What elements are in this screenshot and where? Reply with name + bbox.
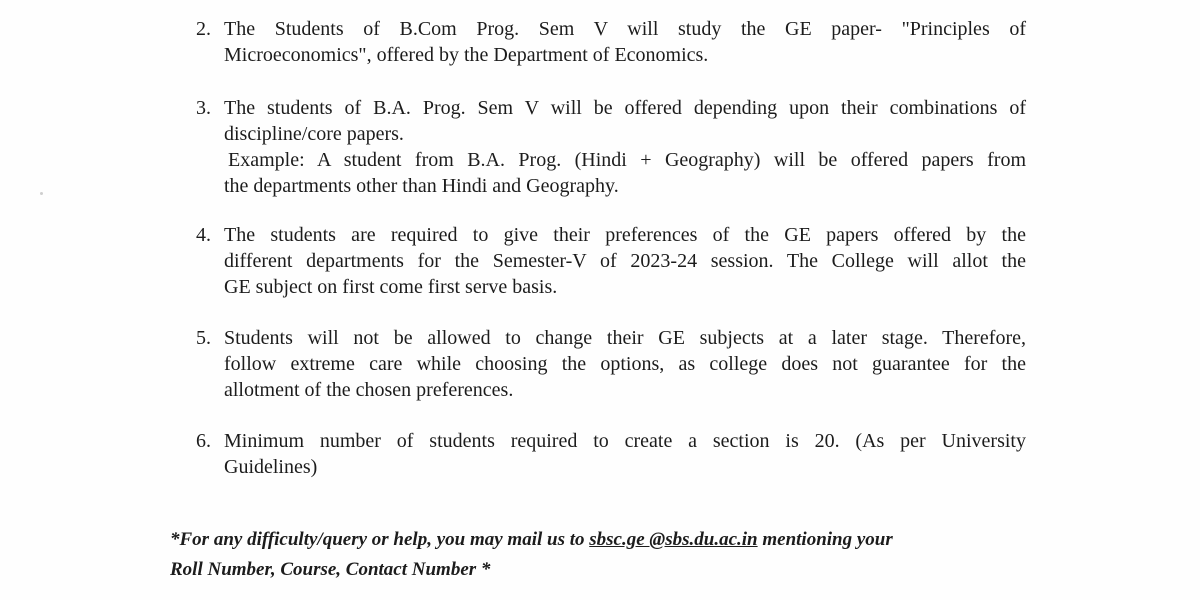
item-number: 4. bbox=[196, 224, 211, 246]
list-item-2 bbox=[196, 16, 1026, 68]
item-line: The Students of B.Com Prog. Sem V will study the GE paper- "Principles of bbox=[224, 18, 1026, 40]
item-line: Microeconomics", offered by the Department of Economics. bbox=[224, 44, 709, 66]
list-item-3 bbox=[196, 95, 1026, 199]
item-line: allotment of the chosen preferences. bbox=[224, 379, 514, 401]
list-item-6 bbox=[196, 428, 1026, 480]
contact-email-link[interactable]: sbsc.ge @sbs.du.ac.in bbox=[589, 529, 758, 550]
item-line: Example: A student from B.A. Prog. (Hindi + Geography) will be offered papers from bbox=[228, 149, 1026, 171]
item-line: follow extreme care while choosing the options, as college does not guarantee for the bbox=[224, 353, 1026, 375]
item-text bbox=[224, 16, 1026, 68]
item-line: The students of B.A. Prog. Sem V will be offered depending upon their combinations of bbox=[224, 97, 1026, 119]
item-line: Guidelines) bbox=[224, 456, 318, 478]
item-number: 2. bbox=[196, 18, 211, 40]
list-item-5 bbox=[196, 325, 1026, 403]
item-number: 3. bbox=[196, 97, 211, 119]
list-item-4 bbox=[196, 222, 1026, 300]
contact-note bbox=[170, 525, 1030, 585]
contact-note-line-2: Roll Number, Course, Contact Number * bbox=[170, 559, 491, 580]
item-line: Minimum number of students required to create a section is 20. (As per University bbox=[224, 430, 1026, 452]
contact-note-suffix: mentioning your bbox=[757, 529, 893, 550]
item-line: discipline/core papers. bbox=[224, 123, 404, 145]
item-text bbox=[224, 428, 1026, 480]
item-text bbox=[224, 325, 1026, 403]
item-line: different departments for the Semester-V of 2023-24 session. The College will allot the bbox=[224, 250, 1026, 272]
item-number: 6. bbox=[196, 430, 211, 452]
item-text bbox=[224, 222, 1026, 300]
item-number: 5. bbox=[196, 327, 211, 349]
item-line: the departments other than Hindi and Geography. bbox=[224, 175, 619, 197]
item-line: The students are required to give their preferences of the GE papers offered by the bbox=[224, 224, 1026, 246]
item-text bbox=[224, 95, 1026, 199]
item-line: GE subject on first come first serve basis. bbox=[224, 276, 558, 298]
scan-speck bbox=[40, 192, 43, 195]
item-line: Students will not be allowed to change their GE subjects at a later stage. Therefore, bbox=[224, 327, 1026, 349]
contact-note-line-1 bbox=[170, 525, 1030, 555]
contact-note-prefix: *For any difficulty/query or help, you may mail us to bbox=[170, 529, 590, 550]
